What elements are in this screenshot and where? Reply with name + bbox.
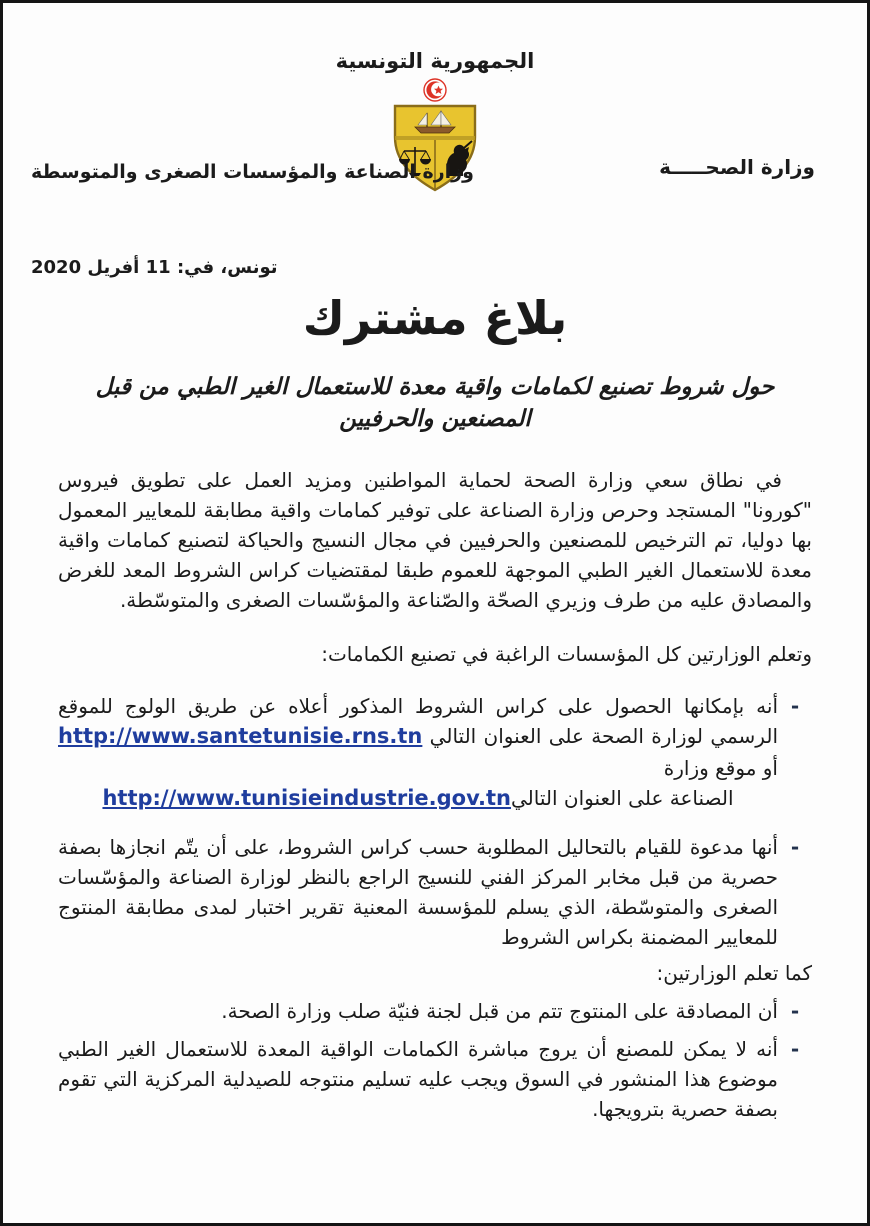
list-item [58,832,812,952]
subtitle-line-1: حول شروط تصنيع لكمامات واقية معدة للاستعمال الغير الطبي من قبل [95,374,775,400]
dash-bullet-icon: - [790,694,800,719]
ministry-health-label: وزارة الصحـــــة [659,155,815,179]
bullet1-second-line [58,783,778,815]
dash-bullet-icon: - [790,835,800,860]
bullet3-content: أن المصادقة على المنتوج تتم من قبل لجنة فنيّة صلب وزارة الصحة. [221,999,778,1024]
opening-paragraph: في نطاق سعي وزارة الصحة لحماية المواطنين ومزيد العمل على تطويق فيروس "كورونا" المستجد وحرص وزارة الصناعة على توفير كمامات واقية مطابقة للمعايير المعمول بها دوليا، تم الترخيص للمصنعين والحرفيين في مجال النسيج والحياكة لتصنيع كمامات واقية معدة للاستعمال الغير الطبي الموجهة للعموم طبقا لمقتضيات كراس الشروط المعد للغرض والمصادق عليه من طرف وزيري الصحّة والصّناعة والمؤسّسات الصغرى والمتوسّطة. [58,468,812,613]
bullet-list-1 [58,691,812,952]
date-line [31,257,839,278]
subtitle-line-2: المصنعين والحرفيين [339,406,531,433]
communique-title: بلاغ مشترك [302,291,568,345]
bullet-list-2 [58,996,812,1124]
document-header [3,3,867,278]
dash-bullet-icon: - [790,1037,800,1062]
bullet4-content: أنه لا يمكن للمصنع أن يروج مباشرة الكمامات الواقية المعدة للاستعمال الغير الطبي موضوع هذا المنشور في السوق ويجب عليه تسليم منتوجه للصيدلية المركزية التي تقوم بصفة حصرية بترويجها. [58,1037,778,1122]
dash-bullet-icon: - [790,999,800,1024]
second-list-intro: كما تعلم الوزارتين: [656,961,812,986]
bullet1-text-b: أو موقع وزارة [663,755,778,780]
ministry-industry-label: وزارة الصناعة والمؤسسات الصغرى والمتوسطة [31,161,474,183]
bullet1-text-a: أنه بإمكانها الحصول على كراس الشروط المذكور أعلاه عن طريق الولوج للموقع الرسمي لوزارة الصحة على العنوان التالي [58,694,778,749]
list-item [58,691,812,814]
communique-subtitle [58,371,812,435]
list-item [58,996,812,1026]
bullet-list-intro: وتعلم الوزارتين كل المؤسسات الراغبة في تصنيع الكمامات: [321,642,812,667]
tunisie-industrie-link[interactable]: http://www.tunisieindustrie.gov.tn [102,785,512,810]
date-text: تونس، في: 11 أفريل 2020 [31,257,278,278]
bullet1-content [58,691,778,814]
sante-tunisie-link[interactable]: http://www.santetunisie.rns.tn [58,724,423,749]
list-item [58,1034,812,1124]
bullet1-text-c: الصناعة على العنوان التالي [511,785,734,810]
republic-title: الجمهورية التونسية [335,49,535,73]
bullet2-content: أنها مدعوة للقيام بالتحاليل المطلوبة حسب كراس الشروط، على أن يتّم انجازها بصفة حصرية من قبل مخابر المركز الفني للنسيج الراجع بالنظر لوزارة الصناعة والمؤسّسات الصغرى والمتوسّطة، الذي يسلم للمؤسسة المعنية تقرير اختبار لمدى مطابقة المنتوج للمعايير المضمنة بكراس الشروط [58,835,778,950]
